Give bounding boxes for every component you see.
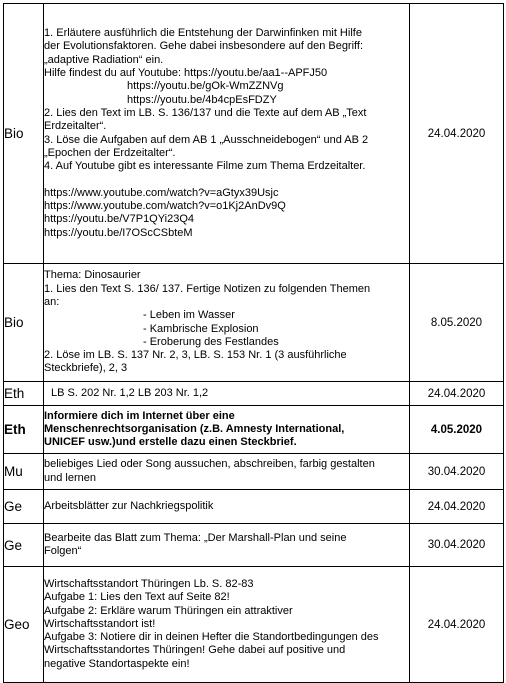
blank-line: [44, 173, 409, 186]
subject-cell: Bio: [4, 264, 44, 382]
date-cell: 24.04.2020: [410, 4, 504, 264]
subject-cell: Ge: [4, 524, 44, 567]
task-line: Folgen“: [44, 545, 82, 557]
task-cell: [44, 567, 410, 683]
table-row: [4, 524, 504, 567]
task-line: - Eroberung des Festlandes: [143, 335, 279, 348]
subject-cell: Eth: [4, 406, 44, 454]
subject-cell: Eth: [4, 382, 44, 406]
date-cell: 24.04.2020: [410, 490, 504, 524]
table-row: [4, 4, 504, 264]
task-line: Wirtschaftsstandortes Thüringen! Gehe dabei auf positive und: [44, 644, 346, 657]
date-cell: 8.05.2020: [410, 264, 504, 382]
task-line: 2. Löse im LB. S. 137 Nr. 2, 3, LB. S. 153 Nr. 1 (3 ausführliche: [44, 349, 347, 362]
subject-cell: Bio: [4, 4, 44, 264]
date-cell: 24.04.2020: [410, 382, 504, 406]
task-line: Bearbeite das Blatt zum Thema: „Der Marshall-Plan und seine: [44, 531, 347, 544]
task-line: Hilfe findest du auf Youtube: https://youtu.be/aa1--APFJ50: [44, 67, 328, 80]
table-row: [4, 454, 504, 490]
task-link: https://youtu.be/4b4cpEsFDZY: [127, 93, 277, 106]
task-line: LB S. 202 Nr. 1,2 LB 203 Nr. 1,2: [51, 386, 209, 399]
task-line: - Kambrische Explosion: [143, 322, 259, 335]
task-line: beliebiges Lied oder Song aussuchen, abschreiben, farbig gestalten: [44, 458, 375, 471]
task-line: 4. Auf Youtube gibt es interessante Filme zum Thema Erdzeitalter.: [44, 160, 366, 173]
task-line: 1. Lies den Text S. 136/ 137. Fertige Notizen zu folgenden Themen: [44, 282, 371, 295]
table-row: [4, 382, 504, 406]
date-cell: 30.04.2020: [410, 524, 504, 567]
task-cell: [44, 382, 410, 406]
task-link: https://youtu.be/V7P1QYi23Q4: [44, 213, 195, 226]
task-line: Erdzeitalter“.: [44, 120, 107, 133]
task-link: https://youtu.be/gOk-WmZZNVg: [127, 80, 284, 93]
task-line: UNICEF usw.)und erstelle dazu einen Steckbrief.: [44, 436, 297, 449]
subject-cell: Geo: [4, 567, 44, 683]
task-line: „Epochen der Erdzeitalter“.: [44, 146, 176, 159]
task-cell: [44, 264, 410, 382]
task-cell: [44, 454, 410, 490]
task-link: https://www.youtube.com/watch?v=o1Kj2AnDv9Q: [44, 199, 286, 212]
task-line: - Leben im Wasser: [143, 309, 235, 322]
task-line: Arbeitsblätter zur Nachkriegspolitik: [44, 499, 214, 512]
task-line: Aufgabe 1: Lies den Text auf Seite 82!: [44, 591, 230, 604]
task-line: Wirtschaftsstandort Thüringen Lb. S. 82-83: [44, 577, 254, 590]
table-row: [4, 490, 504, 524]
task-line: Steckbriefe), 2, 3: [44, 362, 128, 375]
task-line: Wirtschaftsstandort ist!: [44, 617, 156, 630]
date-cell: 4.05.2020: [410, 406, 504, 454]
task-cell: [44, 524, 410, 567]
table-row: [4, 406, 504, 454]
task-line: negative Standortaspekte ein!: [44, 657, 190, 670]
task-line: und lernen: [44, 471, 96, 484]
task-line: 2. Lies den Text im LB. S. 136/137 und die Texte auf dem AB „Text: [44, 106, 367, 119]
task-line: 1. Erläutere ausführlich die Entstehung der Darwinfinken mit Hilfe: [44, 27, 362, 40]
assignment-table: [3, 3, 504, 683]
task-line: „adaptive Radiation“ ein.: [44, 53, 164, 66]
date-cell: 24.04.2020: [410, 567, 504, 683]
task-line: Menschenrechtsorganisation (z.B. Amnesty International,: [44, 422, 345, 435]
task-cell: [44, 4, 410, 264]
task-cell: [44, 490, 410, 524]
task-link: https://youtu.be/I7OScCSbteM: [44, 226, 193, 239]
task-cell: [44, 406, 410, 454]
task-line: Aufgabe 3: Notiere dir in deinen Hefter die Standortbedingungen des: [44, 631, 379, 644]
task-line: der Evolutionsfaktoren. Gehe dabei insbesondere auf den Begriff:: [44, 40, 364, 53]
table-row: [4, 567, 504, 683]
date-cell: 30.04.2020: [410, 454, 504, 490]
table-row: [4, 264, 504, 382]
task-line: an:: [44, 295, 60, 308]
task-line: Aufgabe 2: Erkläre warum Thüringen ein attraktiver: [44, 604, 293, 617]
task-link: https://www.youtube.com/watch?v=aGtyx39Usjc: [44, 186, 279, 199]
subject-cell: Ge: [4, 490, 44, 524]
subject-cell: Mu: [4, 454, 44, 490]
task-line: 3. Löse die Aufgaben auf dem AB 1 „Ausschneidebogen“ und AB 2: [44, 133, 369, 146]
task-line: Thema: Dinosaurier: [44, 269, 141, 282]
task-line: Informiere dich im Internet über eine: [44, 409, 235, 422]
